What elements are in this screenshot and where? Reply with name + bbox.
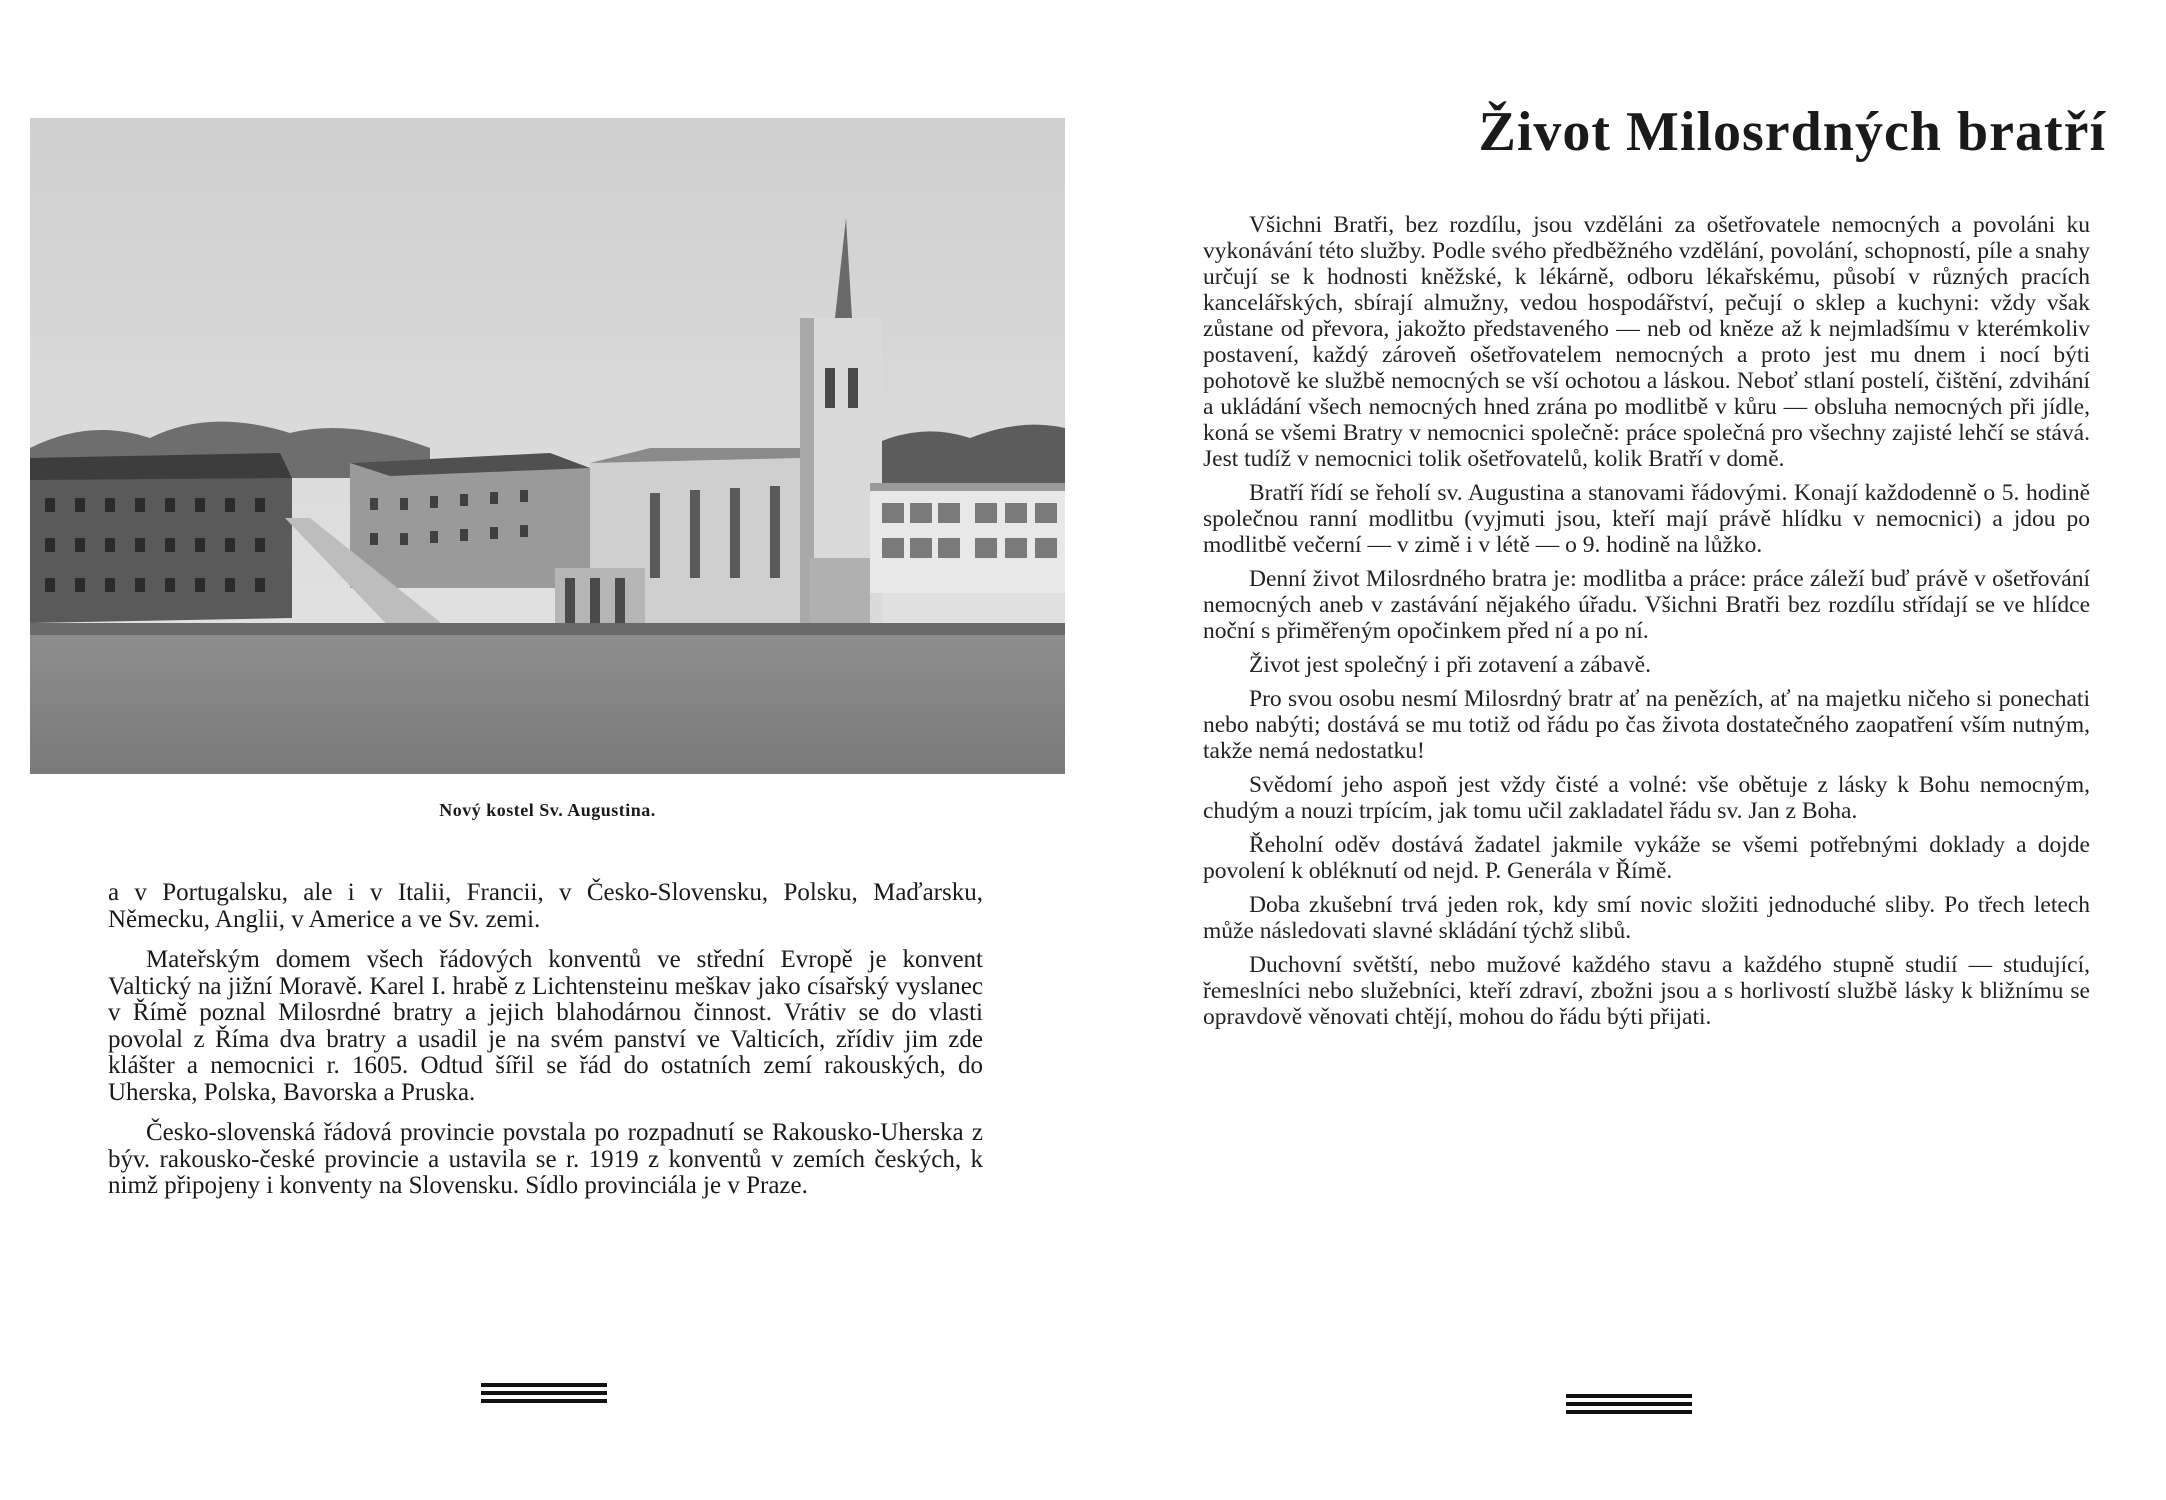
right-body-text xyxy=(1203,212,2090,1038)
right-paragraph: Pro svou osobu nesmí Milosrdný bratr ať na penězích, ať na majetku ničeho si ponechati nebo nabýti; dostává se mu totiž od řádu po čas života dostatečného zaopatření vším nutným, takže nemá nedostatku! xyxy=(1203,686,2090,764)
church-photo xyxy=(30,118,1065,774)
right-paragraph: Doba zkušební trvá jeden rok, kdy smí novic složiti jednoduché sliby. Po třech letech může následovati slavné skládání týchž slibů. xyxy=(1203,892,2090,944)
page-end-ornament xyxy=(1566,1394,1692,1424)
page-end-ornament xyxy=(481,1383,607,1413)
right-paragraph: Život jest společný i při zotavení a zábavě. xyxy=(1249,652,1651,678)
right-paragraph: Denní život Milosrdného bratra je: modlitba a práce: práce záleží buď právě v ošetřování nemocných aneb v zastávání nějakého úřadu. Všichni Bratři bez rozdílu střídají se ve hlídce noční s přiměřeným opočinkem před ní a po ní. xyxy=(1203,566,2090,644)
right-paragraph: Svědomí jeho aspoň jest vždy čisté a volné: vše obětuje z lásky k Bohu nemocným, chudým a nouzi trpícím, jak tomu učil zakladatel řádu sv. Jan z Boha. xyxy=(1203,772,2090,824)
left-paragraph: a v Portugalsku, ale i v Italii, Francii, v Česko-Slovensku, Polsku, Maďarsku, Německu, Anglii, v Americe a ve Sv. zemi. xyxy=(108,879,983,933)
church-photo-illustration xyxy=(30,118,1065,774)
right-paragraph: Duchovní světští, nebo mužové každého stavu a každého stupně studií — studující, řemeslníci nebo služebníci, kteří zdraví, zbožni jsou a s horlivostí službě lásky k bližnímu se opravdově věnovati chtějí, mohou do řádu býti přijati. xyxy=(1203,952,2090,1030)
right-paragraph: Bratří řídí se řeholí sv. Augustina a stanovami řádovými. Konají každodenně o 5. hodině společnou ranní modlitbu (vyjmuti jsou, kteří mají právě hlídku v nemocnici) a jdou po modlitbě večerní — v zimě i v létě — o 9. hodině na lůžko. xyxy=(1203,480,2090,558)
chapter-title: Život Milosrdných bratří xyxy=(1478,101,2106,163)
left-paragraph: Česko-slovenská řádová provincie povstala po rozpadnutí se Rakousko-Uherska z býv. rakousko-české provincie a ustavila se r. 1919 z konventů v zemích českých, k nimž připojeny i konventy na Slovensku. Sídlo provinciála je v Praze. xyxy=(108,1119,983,1199)
right-page xyxy=(1083,0,2166,1500)
left-paragraph: Mateřským domem všech řádových konventů ve střední Evropě je konvent Valtický na jižní Moravě. Karel I. hrabě z Lichtensteinu meškav jako císařský vyslanec v Římě poznal Milosrdné bratry a jejich blahodárnou činnost. Vrátiv se do vlasti povolal z Říma dva bratry a usadil je na svém panství ve Valticích, zřídiv jim zde klášter a nemocnici r. 1605. Odtud šířil se řád do ostatních zemí rakouských, do Uherska, Polska, Bavorska a Pruska. xyxy=(108,946,983,1106)
right-paragraph: Řeholní oděv dostává žadatel jakmile vykáže se všemi potřebnými doklady a dojde povolení k obléknutí od nejd. P. Generála v Římě. xyxy=(1203,832,2090,884)
photo-caption: Nový kostel Sv. Augustina. xyxy=(439,800,656,820)
right-paragraph: Všichni Bratři, bez rozdílu, jsou vzděláni za ošetřovatele nemocných a povoláni ku vykonávání této služby. Podle svého předběžného vzdělání, povolání, schopností, píle a snahy určují se k hodnosti kněžské, k lékárně, odboru lékařskému, působí v různých pracích kancelářských, sbírají almužny, vedou hospodářství, pečují o sklep a kuchyni: vždy však zůstane od převora, jakožto představeného — neb od kněze až k nejmladšímu v kterémkoliv postavení, každý zároveň ošetřovatelem nemocných a proto jest mu dnem i nocí býti pohotově ke službě nemocných se vší ochotou a láskou. Neboť stlaní postelí, čištění, zdvihání a ukládání všech nemocných hned zrána po modlitbě v kůru — obsluha nemocných při jídle, koná se všemi Bratry v nemocnici společně: práce společná pro všechny zajisté lehčí se stává. Jest tudíž v nemocnici tolik ošetřovatelů, kolik Bratří v domě. xyxy=(1203,212,2090,472)
left-body-text xyxy=(108,880,983,1214)
